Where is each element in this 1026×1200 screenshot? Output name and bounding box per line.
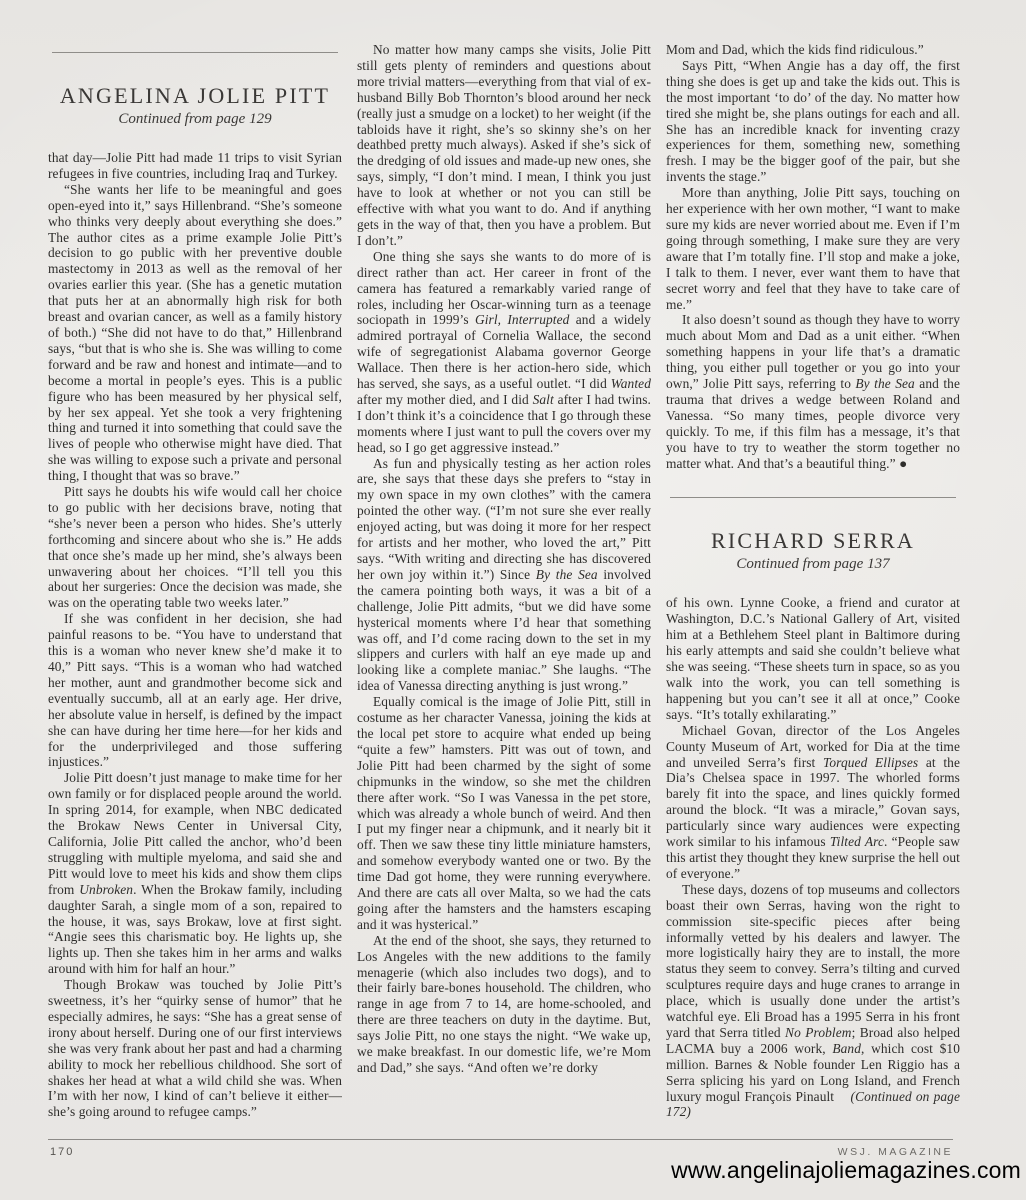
- body-paragraph: Equally comical is the image of Jolie Pitt, still in costume as her character Vanessa, joining the kids at the local pet store to acquire what ended up being “quite a few” hamsters. Pitt was out of town, and Jolie Pitt had been charmed by the sight of some chipmunks in the window, so she met the children there after work. “So I was Vanessa in the pet store, which was already a whole bunch of weird. And then I put my finger near a chipmunk, and it nearly bit it off. Then we saw these tiny little miniature hamsters, and somehow everybody wanted one or two. By the time Dad got home, they were running everywhere. And there are cats all over Malta, so we had the cats going after the hamsters and the hamsters escaping and it was hysterical.”: [357, 694, 651, 932]
- page-number: 170: [50, 1146, 75, 1158]
- article-header: [666, 497, 960, 573]
- watermark-url: www.angelinajoliemagazines.com: [671, 1157, 1021, 1183]
- body-paragraph: that day—Jolie Pitt had made 11 trips to visit Syrian refugees in five countries, including Iraq and Turkey.: [48, 150, 342, 181]
- magazine-name: WSJ. MAGAZINE: [837, 1146, 953, 1158]
- body-paragraph: More than anything, Jolie Pitt says, touching on her experience with her own mother, “I want to make sure my kids are never worried about me. Even if I’m going through something, I make sure they are very aware that I’m totally fine. I’ll stop and make a joke, I talk to them. I never, ever want them to have that secret worry and feel that they have to take care of me.”: [666, 185, 960, 312]
- body-paragraph: Michael Govan, director of the Los Angeles County Museum of Art, worked for Dia at the time and unveiled Serra’s first Torqued Ellipses at the Dia’s Chelsea space in 1997. The whorled forms barely fit into the space, and lines quickly formed around the block. “It was a miracle,” Govan says, particularly since wary audiences were expecting work similar to his infamous Tilted Arc. “People saw this artist they thought they knew surprise the hell out of everyone.”: [666, 722, 960, 881]
- body-paragraph: Jolie Pitt doesn’t just manage to make time for her own family or for displaced people around the world. In spring 2014, for example, when NBC dedicated the Brokaw News Center in Universal City, California, Jolie Pitt called the anchor, who’d been struggling with multiple myeloma, and said she and Pitt would love to meet his kids and show them clips from Unbroken. When the Brokaw family, including daughter Sarah, a single mom of a son, repaired to the house, it was, says Brokaw, love at first sight. “Angie sees this charismatic boy. He lights up, she lights up. Then she takes him in her arms and walks around with him for half an hour.”: [48, 770, 342, 977]
- body-paragraph: One thing she says she wants to do more of is direct rather than act. Her career in front of the camera has featured a remarkably varied range of roles, including her Oscar-winning turn as a teenage sociopath in 1999’s Girl, Interrupted and a widely admired portrayal of Cornelia Wallace, the second wife of segregationist Alabama governor George Wallace. Then there is her action-hero side, which has served, she says, as a useful outlet. “I did Wanted after my mother died, and I did Salt after I had twins. I don’t think it’s a coincidence that I go through these moments where I just want to pull the covers over my head, so I go get aggressive instead.”: [357, 248, 651, 455]
- body-paragraph: Though Brokaw was touched by Jolie Pitt’s sweetness, it’s her “quirky sense of humor” that he especially admires, he says: “She has a great sense of irony about herself. During one of our first interviews she was very frank about her past and had a charming ability to mock her rebellious childhood. She sort of shakes her head at what a wild child she was. When I’m with her now, I kind of can’t believe it either—she’s going around to refugee camps.”: [48, 977, 342, 1120]
- column-3: [666, 42, 960, 1120]
- body-paragraph: These days, dozens of top museums and collectors boast their own Serras, having won the right to commission site-specific pieces after being informally vetted by his dealers and lawyer. The more logistically hairy they are to install, the more status they seem to convey. Serra’s tilting and curved sculptures require days and huge cranes to arrange in place, which is usually done under the artist’s watchful eye. Eli Broad has a 1995 Serra in his front yard that Serra titled No Problem; Broad also helped LACMA buy a 2006 work, Band, which cost $10 million. Barnes & Noble founder Len Riggio has a Serra splicing his yard on Long Island, and French luxury mogul François Pinault (Continued on page 172): [666, 881, 961, 1120]
- body-paragraph: Mom and Dad, which the kids find ridiculous.”: [666, 42, 924, 57]
- section-rule: [52, 52, 338, 53]
- article-title: RICHARD SERRA: [710, 528, 916, 554]
- article-columns: [48, 42, 960, 1120]
- column-2: [357, 42, 651, 1120]
- footer-rule: [48, 1139, 953, 1140]
- article-header: [48, 52, 342, 128]
- body-paragraph: “She wants her life to be meaningful and goes open-eyed into it,” says Hillenbrand. “She’s someone who thinks very deeply about everything she does.” The author cites as a prime example Jolie Pitt’s decision to go public with her preventive double mastectomy in 2013 as well as the removal of her ovaries earlier this year. (She has a genetic mutation that puts her at an abnormally high risk for both breast and ovarian cancer, as well as a family history of both.) “She did not have to do that,” Hillenbrand says, “but that is who she is. She was willing to come forward and be raw and honest and intimate—and to become a mortal in people’s eyes. This is a public figure who has been measured by her physical self, by her sex appeal. Yet she took a very frightening thing and turned it into something that could save the lives of people who otherwise might have died. That she was willing to expose such a private and personal thing, I thought that was so brave.”: [48, 181, 342, 484]
- section-rule: [670, 497, 956, 498]
- body-paragraph: If she was confident in her decision, she had painful reasons to be. “You have to understand that this is a woman who never knew she’d make it to 40,” Pitt says. “This is a woman who had watched her mother, aunt and grandmother become sick and eventually succumb, all at an early age. Her drive, her absolute value in herself, is defined by the impact she can have during her time here—for her kids and for the underprivileged and those suffering injustices.”: [48, 611, 342, 770]
- continued-from-note: Continued from page 129: [118, 111, 272, 127]
- body-paragraph: It also doesn’t sound as though they have to worry much about Mom and Dad as a unit either. “When something happens in your life that’s a dramatic thing, you either pull together or you go into your own,” Jolie Pitt says, referring to By the Sea and the trauma that drives a wedge between Roland and Vanessa. “So many times, people divorce very quickly. To me, if this film has a message, it’s that you have to try to weather the storm together no matter what. And that’s a beautiful thing.” ●: [666, 312, 960, 471]
- body-paragraph: Says Pitt, “When Angie has a day off, the first thing she does is get up and take the kids out. This is the most important ‘to do’ of the day. No matter how tired she might be, she plans outings for each and all. She has an incredible knack for inventing crazy experiences for them, something new, something fresh. I may be the bigger goof of the pair, but she invents the stage.”: [666, 57, 960, 185]
- body-paragraph: No matter how many camps she visits, Jolie Pitt still gets plenty of reminders and questions about more trivial matters—everything from that vial of ex-husband Billy Bob Thornton’s blood around her neck (really just a smudge on a locket) to her weight (if the tabloids have it right, she’s so skinny she’s on her deathbed pretty much always). Asked if she’s sick of the dredging of old issues and made-up new ones, she says, simply, “I don’t mind. I mean, I think you just have to look at whether or not you can still be effective with what you want to do. And if anything gets in the way of that, then you have a problem. But I don’t.”: [357, 42, 651, 248]
- body-paragraph: Pitt says he doubts his wife would call her choice to go public with her decisions brave, noting that “she’s never been a person who hides. She’s utterly forthcoming and sincere about who she is.” He adds that once she’s made up her mind, she’s always been unwavering about her choices. “I’ll tell you this about her surgeries: Once the decision was made, she was on the operating table two weeks later.”: [48, 484, 342, 611]
- column-1: [48, 42, 342, 1120]
- body-paragraph: At the end of the shoot, she says, they returned to Los Angeles with the new additions to the family menagerie (which also includes two dogs), and to their fairly bare-bones household. The children, who range in age from 7 to 14, are home-schooled, and there are three teachers on duty in the daytime. But, says Jolie Pitt, no one stays the night. “We wake up, we make breakfast. In our domestic life, we’re Mom and Dad,” she says. “And often we’re dorky: [357, 932, 651, 1075]
- body-paragraph: of his own. Lynne Cooke, a friend and curator at Washington, D.C.’s National Gallery of Art, visited him at a Bethlehem Steel plant in Baltimore during his early attempts and said she couldn’t believe what she was seeing. “These sheets turn in space, so as you walk into the work, you can tell something is happening but you can’t see it all at once,” Cooke says. “It’s totally exhilarating.”: [666, 595, 960, 722]
- body-paragraph: As fun and physically testing as her action roles are, she says that these days she prefers to “stay in my own space in my own clothes” with the camera pointed the other way. (“I’m not sure she ever really enjoyed acting, but was doing it more for her respect for artists and her mother, who loved the art,” Pitt says. “With writing and directing she has discovered her own joy within it.”) Since By the Sea involved the camera pointing both ways, it was a bit of a challenge, Jolie Pitt admits, “but we did have some hysterical moments where I’d hear that something was off, and I’d come racing down to the set in my slippers and curlers with half an eye made up and looking like a complete maniac.” She laughs. “The idea of Vanessa directing anything is just wrong.”: [357, 455, 652, 694]
- article-title: ANGELINA JOLIE PITT: [59, 83, 331, 108]
- continued-from-note: Continued from page 137: [736, 556, 890, 573]
